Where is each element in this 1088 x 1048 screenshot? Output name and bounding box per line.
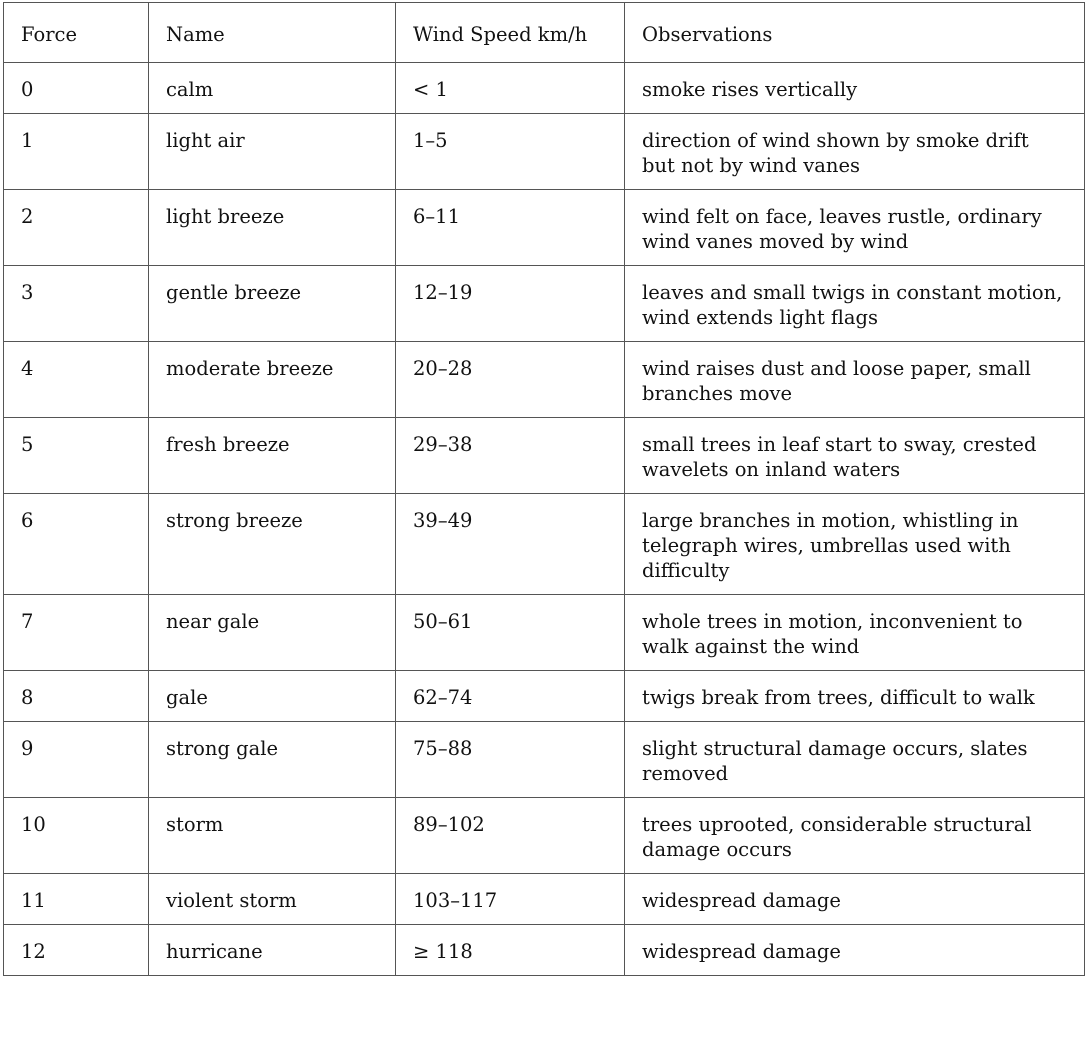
cell-wind-speed: 1–5 (396, 114, 625, 190)
cell-observations: wind felt on face, leaves rustle, ordinary wind vanes moved by wind (625, 190, 1085, 266)
cell-wind-speed: ≥ 118 (396, 925, 625, 976)
cell-force: 7 (4, 595, 149, 671)
cell-name: moderate breeze (149, 342, 396, 418)
cell-name: strong breeze (149, 494, 396, 595)
cell-force: 9 (4, 722, 149, 798)
cell-observations: whole trees in motion, inconvenient to walk against the wind (625, 595, 1085, 671)
cell-name: storm (149, 798, 396, 874)
cell-wind-speed: 29–38 (396, 418, 625, 494)
cell-name: gale (149, 671, 396, 722)
cell-observations: large branches in motion, whistling in telegraph wires, umbrellas used with difficulty (625, 494, 1085, 595)
cell-wind-speed: < 1 (396, 63, 625, 114)
cell-wind-speed: 12–19 (396, 266, 625, 342)
cell-wind-speed: 6–11 (396, 190, 625, 266)
cell-name: strong gale (149, 722, 396, 798)
cell-name: near gale (149, 595, 396, 671)
cell-force: 11 (4, 874, 149, 925)
cell-force: 8 (4, 671, 149, 722)
cell-observations: trees uprooted, considerable structural damage occurs (625, 798, 1085, 874)
cell-name: light air (149, 114, 396, 190)
cell-force: 4 (4, 342, 149, 418)
table-row (4, 874, 1085, 925)
table-header-row (4, 3, 1085, 63)
cell-name: light breeze (149, 190, 396, 266)
cell-name: violent storm (149, 874, 396, 925)
cell-force: 6 (4, 494, 149, 595)
header-observations: Observations (625, 3, 1085, 63)
cell-force: 2 (4, 190, 149, 266)
header-force: Force (4, 3, 149, 63)
cell-wind-speed: 75–88 (396, 722, 625, 798)
table-row (4, 595, 1085, 671)
cell-name: gentle breeze (149, 266, 396, 342)
cell-observations: direction of wind shown by smoke drift but not by wind vanes (625, 114, 1085, 190)
cell-observations: slight structural damage occurs, slates removed (625, 722, 1085, 798)
beaufort-scale-table (3, 2, 1085, 976)
cell-observations: twigs break from trees, difficult to walk (625, 671, 1085, 722)
cell-name: fresh breeze (149, 418, 396, 494)
beaufort-table-container (3, 2, 1085, 976)
table-row (4, 266, 1085, 342)
cell-observations: widespread damage (625, 925, 1085, 976)
cell-name: hurricane (149, 925, 396, 976)
table-row (4, 722, 1085, 798)
cell-wind-speed: 50–61 (396, 595, 625, 671)
cell-force: 0 (4, 63, 149, 114)
table-row (4, 418, 1085, 494)
cell-name: calm (149, 63, 396, 114)
cell-observations: wind raises dust and loose paper, small branches move (625, 342, 1085, 418)
table-row (4, 190, 1085, 266)
table-row (4, 798, 1085, 874)
cell-observations: small trees in leaf start to sway, crested wavelets on inland waters (625, 418, 1085, 494)
cell-observations: leaves and small twigs in constant motion, wind extends light flags (625, 266, 1085, 342)
table-row (4, 63, 1085, 114)
table-row (4, 494, 1085, 595)
cell-force: 12 (4, 925, 149, 976)
header-name: Name (149, 3, 396, 63)
cell-observations: widespread damage (625, 874, 1085, 925)
cell-wind-speed: 20–28 (396, 342, 625, 418)
cell-wind-speed: 103–117 (396, 874, 625, 925)
header-wind-speed: Wind Speed km/h (396, 3, 625, 63)
cell-force: 3 (4, 266, 149, 342)
cell-wind-speed: 39–49 (396, 494, 625, 595)
table-row (4, 342, 1085, 418)
cell-force: 1 (4, 114, 149, 190)
table-row (4, 114, 1085, 190)
cell-force: 10 (4, 798, 149, 874)
cell-observations: smoke rises vertically (625, 63, 1085, 114)
cell-wind-speed: 62–74 (396, 671, 625, 722)
table-row (4, 671, 1085, 722)
table-row (4, 925, 1085, 976)
cell-force: 5 (4, 418, 149, 494)
cell-wind-speed: 89–102 (396, 798, 625, 874)
